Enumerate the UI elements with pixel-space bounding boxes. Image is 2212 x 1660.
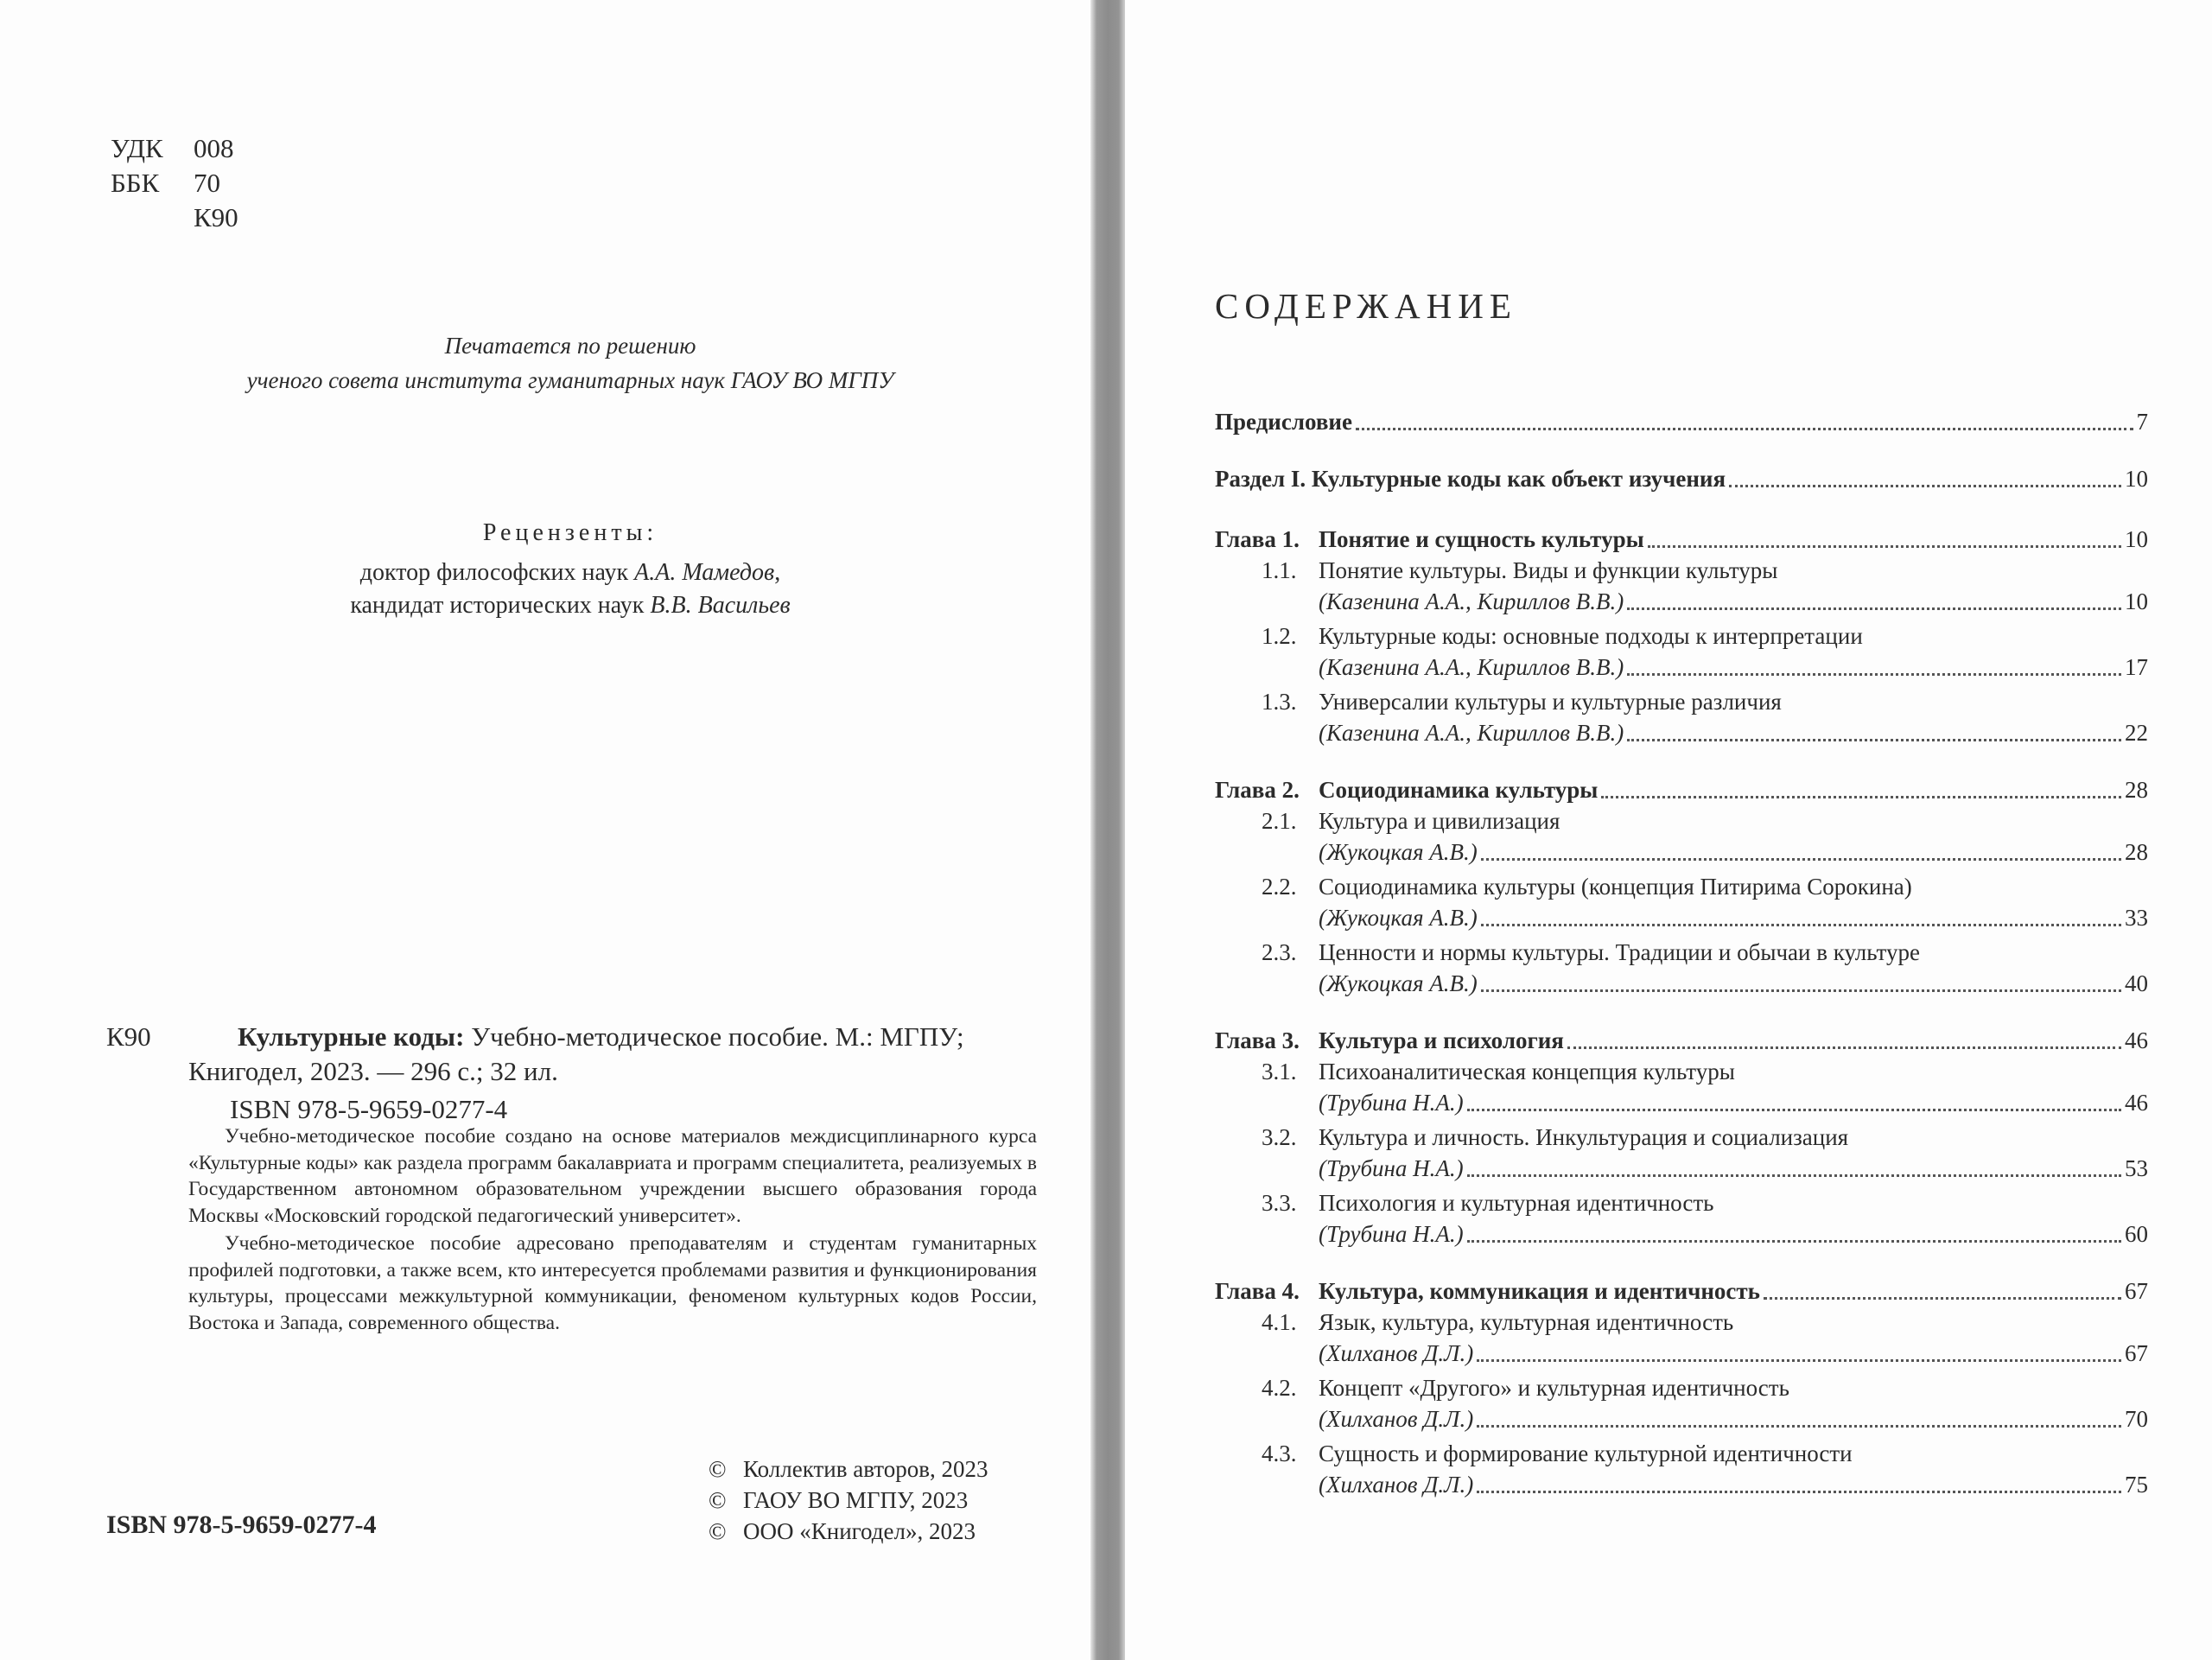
toc-entry-subsection[interactable] [1262,555,2148,617]
approval-line-1: Печатается по решению [444,333,696,359]
catalog-isbn: ISBN 978-5-9659-0277-4 [230,1094,508,1124]
subsection-authors: (Хилханов Д.Л.) [1319,1406,1474,1432]
subsection-title-line [1262,686,2148,717]
subsection-author-line [1262,586,2148,617]
subsection-title-line [1262,937,2148,968]
toc-entry-label [1215,1025,1564,1056]
annotation [188,1123,1037,1338]
subsection-title-line [1262,1187,2148,1218]
copyright-icon: © [709,1456,727,1482]
subsection-number: 3.2. [1262,1124,1297,1150]
subsection-author-line [1262,836,2148,868]
subsection-title-line [1262,1056,2148,1087]
subsection-author-line [1262,1469,2148,1500]
subsection-number: 1.2. [1262,623,1297,649]
subsection-number: 2.2. [1262,874,1297,900]
toc-entry-subsection[interactable] [1262,1056,2148,1118]
subsection-author-line [1262,968,2148,999]
toc-entry-label: Раздел I. Культурные коды как объект изучения [1215,466,1726,492]
approval-line-2: ученого совета института гуманитарных наук ГАОУ ВО МГПУ [246,367,894,393]
subsection-title-line [1262,805,2148,836]
book-title: Культурные коды: [238,1021,472,1052]
toc-page-number: 10 [2125,526,2148,552]
toc-entry-subsection[interactable] [1262,1307,2148,1369]
leader-dots [1356,427,2133,430]
subsection-authors: (Хилханов Д.Л.) [1319,1340,1474,1366]
subsection-author-line [1262,1403,2148,1434]
subsection-author-line [1262,1153,2148,1184]
catalog-record [106,1020,1065,1127]
subsection-title: Психоаналитическая концепция культуры [1319,1059,1735,1084]
reviewer-suffix: , [774,559,781,586]
toc-page-number: 67 [2125,1340,2148,1366]
subsection-title: Культурные коды: основные подходы к интерпретации [1319,623,1863,649]
toc-entry-subsection[interactable] [1262,1187,2148,1250]
toc-page-number: 40 [2125,970,2148,996]
reviewer-degree: кандидат исторических наук [350,592,651,619]
toc-entry-label [1215,524,1644,555]
toc-chapters [1215,524,2148,1500]
subsection-title: Ценности и нормы культуры. Традиции и обычаи в культуре [1319,939,1920,965]
toc-entry-chapter[interactable] [1215,1275,2148,1307]
annotation-paragraph: Учебно-методическое пособие создано на основе материалов междисциплинарного курса «Культурные коды» как раздела программ бакалавриата и программ специалитета, реализуемых в Государственном автономном образовательном учреждении высшего образования города Москвы «Московский городской педагогический университет». [188,1125,1037,1227]
subsection-title-line [1262,555,2148,586]
subsection-title: Социодинамика культуры (концепция Питирима Сорокина) [1319,874,1912,900]
toc-page-number: 7 [2136,409,2148,435]
copyright-block [709,1453,988,1547]
bbk-value: 70 [194,168,220,198]
subsection-authors: (Хилханов Д.Л.) [1319,1472,1474,1498]
leader-dots [1627,672,2121,676]
subsection-number: 1.1. [1262,557,1297,583]
copyright-line [709,1516,988,1547]
toc-entry-label [1215,1275,1760,1307]
toc-entry-section[interactable] [1215,463,2148,494]
toc-page-number: 22 [2125,720,2148,746]
chapter-number: Глава 4. [1215,1278,1300,1304]
copyright-text: ГАОУ ВО МГПУ, 2023 [743,1487,969,1513]
toc-entry-preface[interactable] [1215,406,2148,437]
chapter-title: Понятие и сущность культуры [1319,526,1644,552]
toc-chapter [1215,524,2148,748]
leader-dots [1477,1358,2121,1362]
leader-dots [1481,857,2121,861]
subsection-author-line [1262,717,2148,748]
subsection-title: Язык, культура, культурная идентичность [1319,1309,1734,1335]
chapter-number: Глава 1. [1215,526,1300,552]
subsection-number: 1.3. [1262,689,1297,715]
toc-chapter [1215,1025,2148,1250]
subsection-authors: (Трубина Н.А.) [1319,1090,1464,1116]
subsection-title-line [1262,871,2148,902]
toc-entry-subsection[interactable] [1262,1438,2148,1500]
reviewers-heading: Рецензенты: [482,519,658,546]
toc-chapter [1215,774,2148,999]
chapter-number: Глава 3. [1215,1027,1300,1053]
toc-entry-chapter[interactable] [1215,774,2148,805]
toc-page-number: 46 [2125,1027,2148,1053]
chapter-number: Глава 2. [1215,777,1300,803]
annotation-paragraph: Учебно-методическое пособие адресовано преподавателям и студентам гуманитарных профилей подготовки, а также всем, кто интересуется проблемами развития и функционирования культуры, процессами межкультурной коммуникации, феноменом культурных кодов России, Востока и Запада, современного общества. [188,1232,1037,1334]
subsection-authors: (Казенина А.А., Кириллов В.В.) [1319,654,1624,680]
toc-entry-subsection[interactable] [1262,805,2148,868]
subsection-title: Культура и личность. Инкультурация и социализация [1319,1124,1849,1150]
subsection-authors: (Казенина А.А., Кириллов В.В.) [1319,720,1624,746]
author-mark-value: К90 [194,202,238,232]
toc-entry-subsection[interactable] [1262,871,2148,933]
subsection-author-line [1262,652,2148,683]
reviewer [259,589,881,622]
copyright-line [709,1485,988,1516]
leader-dots [1481,923,2121,926]
subsection-authors: (Жукоцкая А.В.) [1319,905,1478,931]
toc-entry-label: Предисловие [1215,409,1352,435]
subsection-authors: (Казенина А.А., Кириллов В.В.) [1319,588,1624,614]
subsection-title: Культура и цивилизация [1319,808,1560,834]
leader-dots [1477,1490,2121,1493]
subsection-authors: (Трубина Н.А.) [1319,1155,1464,1181]
leader-dots [1729,484,2121,487]
left-page [0,0,1090,1660]
chapter-title: Культура, коммуникация и идентичность [1319,1278,1760,1304]
chapter-title: Культура и психология [1319,1027,1564,1053]
leader-dots [1648,544,2121,548]
leader-dots [1567,1046,2121,1049]
subsection-title-line [1262,1372,2148,1403]
reviewer-name: А.А. Мамедов [634,559,775,586]
leader-dots [1467,1173,2121,1177]
toc-entry-subsection[interactable] [1262,620,2148,683]
toc-page-number: 33 [2125,905,2148,931]
copyright-icon: © [709,1487,727,1513]
toc-page-number: 28 [2125,777,2148,803]
subsection-title-line [1262,1122,2148,1153]
subsection-author-line [1262,902,2148,933]
subsection-title-line [1262,620,2148,652]
subsection-author-line [1262,1338,2148,1369]
subsection-author-line [1262,1087,2148,1118]
toc-page-number: 53 [2125,1155,2148,1181]
subsection-title: Понятие культуры. Виды и функции культуры [1319,557,1778,583]
subsection-number: 2.3. [1262,939,1297,965]
leader-dots [1477,1424,2121,1428]
isbn-bottom: ISBN 978-5-9659-0277-4 [106,1511,377,1539]
subsection-author-line [1262,1218,2148,1250]
bbk-row [111,166,238,200]
catalog-description: Учебно-методическое пособие. М.: МГПУ; [471,1021,964,1052]
subsection-title: Психология и культурная идентичность [1319,1190,1714,1216]
subsection-number: 2.1. [1262,808,1297,834]
subsection-authors: (Жукоцкая А.В.) [1319,839,1478,865]
author-mark-row [111,200,238,235]
toc-entry-label [1215,774,1598,805]
toc-page-number: 70 [2125,1406,2148,1432]
table-of-contents [1215,406,2148,1500]
reviewer-name: В.В. Васильев [650,592,791,619]
catalog-code: К90 [106,1021,151,1052]
copyright-line [709,1453,988,1485]
leader-dots [1764,1296,2121,1300]
toc-entry-subsection[interactable] [1262,937,2148,999]
subsection-authors: (Трубина Н.А.) [1319,1221,1464,1247]
toc-page-number: 75 [2125,1472,2148,1498]
bbk-label: ББК [111,168,160,198]
udc-value: 008 [194,133,234,163]
catalog-line-2: Книгодел, 2023. — 296 с.; 32 ил. [188,1056,558,1086]
udc-label: УДК [111,133,163,163]
toc-entry-subsection[interactable] [1262,1372,2148,1434]
toc-page-number: 46 [2125,1090,2148,1116]
subsection-title: Сущность и формирование культурной идентичности [1319,1441,1853,1466]
leader-dots [1481,989,2121,992]
reviewer-degree: доктор философских наук [359,559,635,586]
chapter-title: Социодинамика культуры [1319,777,1599,803]
subsection-authors: (Жукоцкая А.В.) [1319,970,1478,996]
toc-page-number: 10 [2125,466,2148,492]
reviewer [259,557,881,589]
subsection-number: 4.2. [1262,1375,1297,1401]
leader-dots [1601,795,2121,798]
leader-dots [1627,607,2121,610]
toc-page-number: 10 [2125,588,2148,614]
subsection-title-line [1262,1307,2148,1338]
leader-dots [1467,1108,2121,1111]
publication-approval [173,328,968,398]
subsection-title-line [1262,1438,2148,1469]
subsection-number: 3.3. [1262,1190,1297,1216]
udc-row [111,131,238,166]
toc-chapter [1215,1275,2148,1500]
subsection-number: 3.1. [1262,1059,1297,1084]
subsection-title: Универсалии культуры и культурные различия [1319,689,1782,715]
toc-entry-chapter[interactable] [1215,524,2148,555]
catalog-line-1 [238,1020,1065,1054]
author-mark-label [111,200,194,235]
toc-entry-chapter[interactable] [1215,1025,2148,1056]
book-gutter [1090,0,1125,1660]
classification-codes [111,131,238,235]
toc-page-number: 60 [2125,1221,2148,1247]
toc-page-number: 17 [2125,654,2148,680]
leader-dots [1627,738,2121,741]
toc-entry-subsection[interactable] [1262,686,2148,748]
subsection-number: 4.1. [1262,1309,1297,1335]
toc-page-number: 67 [2125,1278,2148,1304]
copyright-text: Коллектив авторов, 2023 [743,1456,988,1482]
toc-page-number: 28 [2125,839,2148,865]
copyright-text: ООО «Книгодел», 2023 [743,1518,976,1544]
toc-entry-subsection[interactable] [1262,1122,2148,1184]
copyright-icon: © [709,1518,727,1544]
reviewers-block [259,517,881,622]
toc-title: СОДЕРЖАНИЕ [1215,286,1517,326]
subsection-number: 4.3. [1262,1441,1297,1466]
leader-dots [1467,1239,2121,1243]
subsection-title: Концепт «Другого» и культурная идентичность [1319,1375,1789,1401]
